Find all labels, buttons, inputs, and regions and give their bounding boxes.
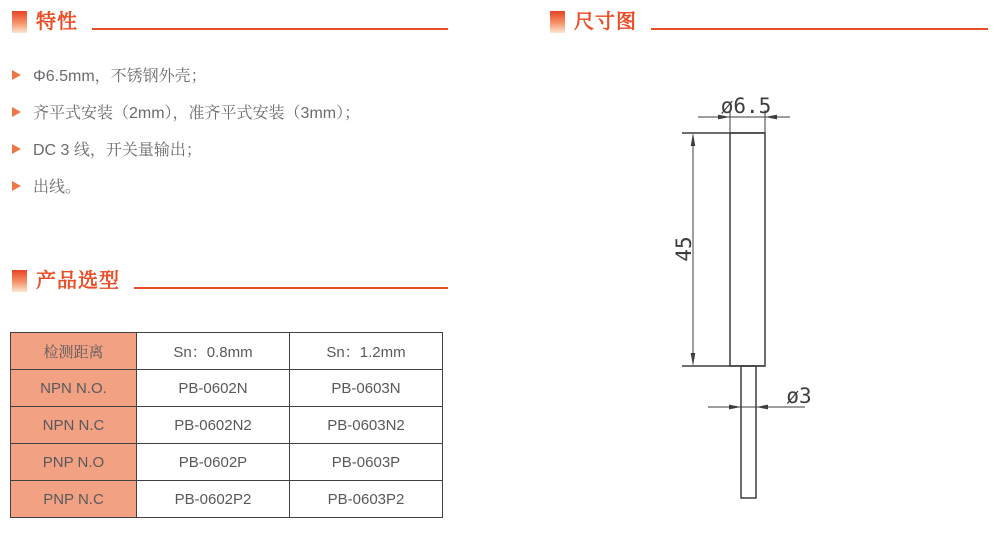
arrowhead-icon: [729, 405, 741, 410]
product-selection-table: [10, 332, 443, 518]
features-list: [12, 56, 482, 204]
model-cell: PB-0603N2: [290, 407, 443, 444]
feature-item: [12, 93, 482, 130]
feature-item-text: Φ6.5mm，不锈钢外壳；: [33, 68, 207, 85]
row-label-cell: NPN N.O.: [11, 370, 137, 407]
model-cell: PB-0603N: [290, 370, 443, 407]
row-label-cell: PNP N.C: [11, 481, 137, 518]
gradient-square-icon: [12, 11, 27, 33]
model-cell: PB-0602P2: [137, 481, 290, 518]
feature-item-text: 出线。: [33, 179, 82, 196]
dimensions-header-rule: [651, 28, 988, 30]
dimensions-section-header: [550, 11, 988, 33]
features-section-title: 特性: [36, 11, 78, 33]
row-label-cell: 检测距离: [11, 333, 137, 370]
feature-item-text: DC 3 线，开关量输出；: [33, 142, 202, 159]
table-row: [11, 333, 443, 370]
arrowhead-icon: [691, 353, 696, 366]
row-label-cell: PNP N.O: [11, 444, 137, 481]
dim-label-body-diameter: ø6.5: [720, 94, 772, 118]
table-row: [11, 444, 443, 481]
triangle-bullet-icon: [12, 107, 21, 117]
arrowhead-icon: [691, 133, 696, 146]
model-cell: PB-0602P: [137, 444, 290, 481]
arrowhead-icon: [756, 405, 768, 410]
gradient-square-icon: [550, 11, 565, 33]
table-row: [11, 407, 443, 444]
triangle-bullet-icon: [12, 181, 21, 191]
dimension-drawing: [640, 85, 1000, 515]
model-cell: Sn：1.2mm: [290, 333, 443, 370]
model-cell: PB-0603P: [290, 444, 443, 481]
triangle-bullet-icon: [12, 70, 21, 80]
feature-item-text: 齐平式安装（2mm），准齐平式安装（3mm）；: [33, 105, 361, 122]
gradient-square-icon: [12, 270, 27, 292]
selection-section-title: 产品选型: [36, 270, 120, 292]
table-row: [11, 370, 443, 407]
feature-item: [12, 56, 482, 93]
sensor-body: [730, 133, 765, 366]
dimensions-section-title: 尺寸图: [574, 11, 637, 33]
selection-header-rule: [134, 287, 448, 289]
sensor-cable: [741, 366, 756, 498]
features-section-header: [12, 11, 448, 33]
dim-label-body-length: 45: [672, 236, 696, 262]
selection-section-header: [12, 270, 448, 292]
model-cell: Sn：0.8mm: [137, 333, 290, 370]
model-cell: PB-0602N: [137, 370, 290, 407]
table-row: [11, 481, 443, 518]
triangle-bullet-icon: [12, 144, 21, 154]
model-cell: PB-0603P2: [290, 481, 443, 518]
feature-item: [12, 167, 482, 204]
features-header-rule: [92, 28, 448, 30]
dim-label-cable-diameter: ø3: [786, 384, 812, 408]
row-label-cell: NPN N.C: [11, 407, 137, 444]
model-cell: PB-0602N2: [137, 407, 290, 444]
feature-item: [12, 130, 482, 167]
